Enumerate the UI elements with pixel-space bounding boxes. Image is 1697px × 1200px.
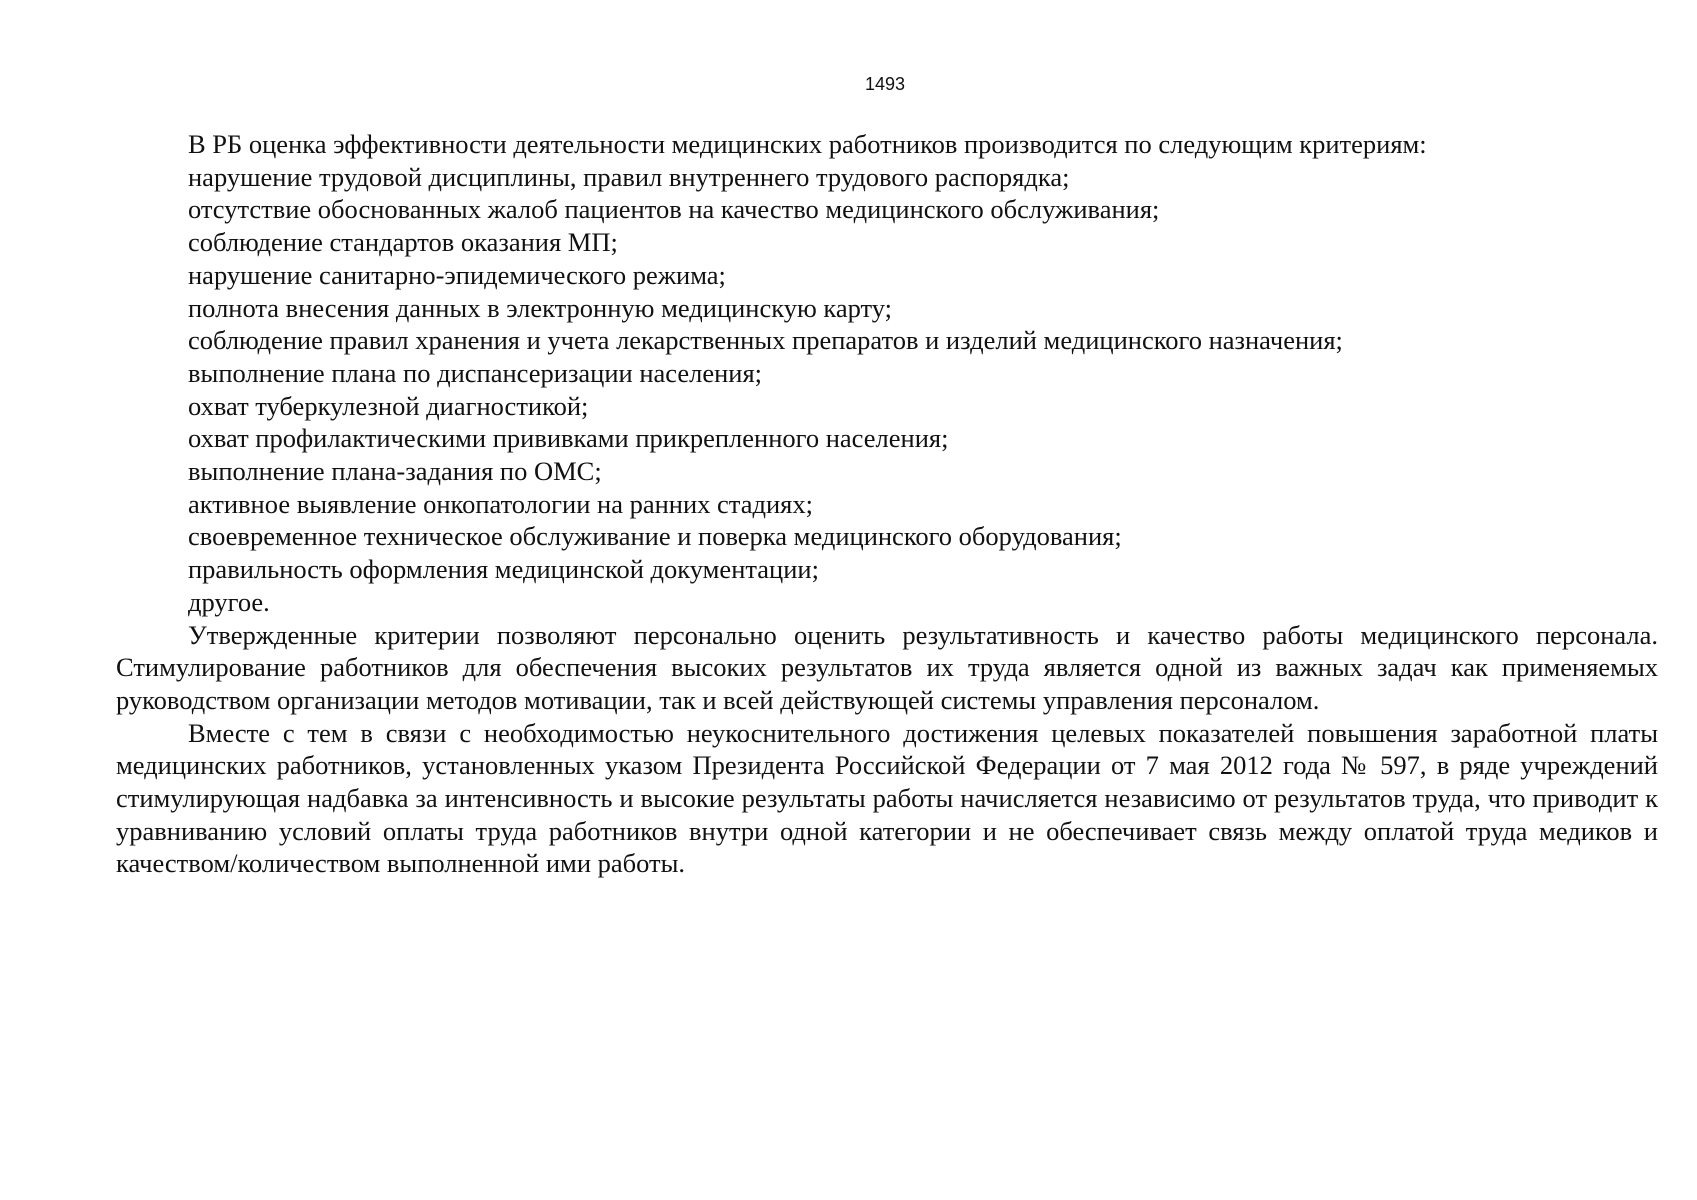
intro-sentence: В РБ оценка эффективности деятельности медицинских работников производится по следующим критериям: [188, 129, 1427, 159]
criterion-item: выполнение плана-задания по ОМС; [188, 456, 602, 487]
criterion-item: другое. [188, 586, 270, 617]
criterion-item: активное выявление онкопатологии на ранних стадиях; [188, 488, 813, 519]
criterion-item: соблюдение правил хранения и учета лекарственных препаратов и изделий медицинского назначения; [188, 325, 1343, 356]
criterion-item: охват профилактическими прививками прикрепленного населения; [188, 423, 949, 454]
criterion-item: выполнение плана по диспансеризации населения; [188, 357, 763, 388]
criterion-item: отсутствие обоснованных жалоб пациентов на качество медицинского обслуживания; [188, 194, 1160, 225]
document-body [116, 128, 1658, 880]
criterion-item: полнота внесения данных в электронную медицинскую карту; [188, 292, 893, 323]
criterion-item: правильность оформления медицинской документации; [188, 554, 819, 585]
criterion-item: нарушение трудовой дисциплины, правил внутреннего трудового распорядка; [188, 161, 1070, 192]
criterion-item: охват туберкулезной диагностикой; [188, 390, 589, 421]
criterion-item: нарушение санитарно-эпидемического режима; [188, 259, 726, 290]
paragraph-criteria-assessment: Утвержденные критерии позволяют персонально оценить результативность и качество работы медицинского персонала. Стимулирование работников для обеспечения высоких результатов их труда является одной из важных задач как применяемых руководством организации методов мотивации, так и всей действующей системы управления персоналом. [116, 619, 1658, 715]
paragraph-salary-indicators: Вместе с тем в связи с необходимостью неукоснительного достижения целевых показателей повышения заработной платы медицинских работников, установленных указом Президента Российской Федерации от 7 мая 2012 года № 597, в ряде учреждений стимулирующая надбавка за интенсивность и высокие результаты работы начисляется независимо от результатов труда, что приводит к уравниванию условий оплаты труда работников внутри одной категории и не обеспечивает связь между оплатой труда медиков и качеством/количеством выполненной ими работы. [116, 717, 1658, 879]
criterion-item: своевременное техническое обслуживание и поверка медицинского оборудования; [188, 521, 1122, 552]
criteria-list [116, 161, 1658, 619]
criterion-item: соблюдение стандартов оказания МП; [188, 227, 618, 258]
page-number: 1493 [864, 74, 906, 94]
